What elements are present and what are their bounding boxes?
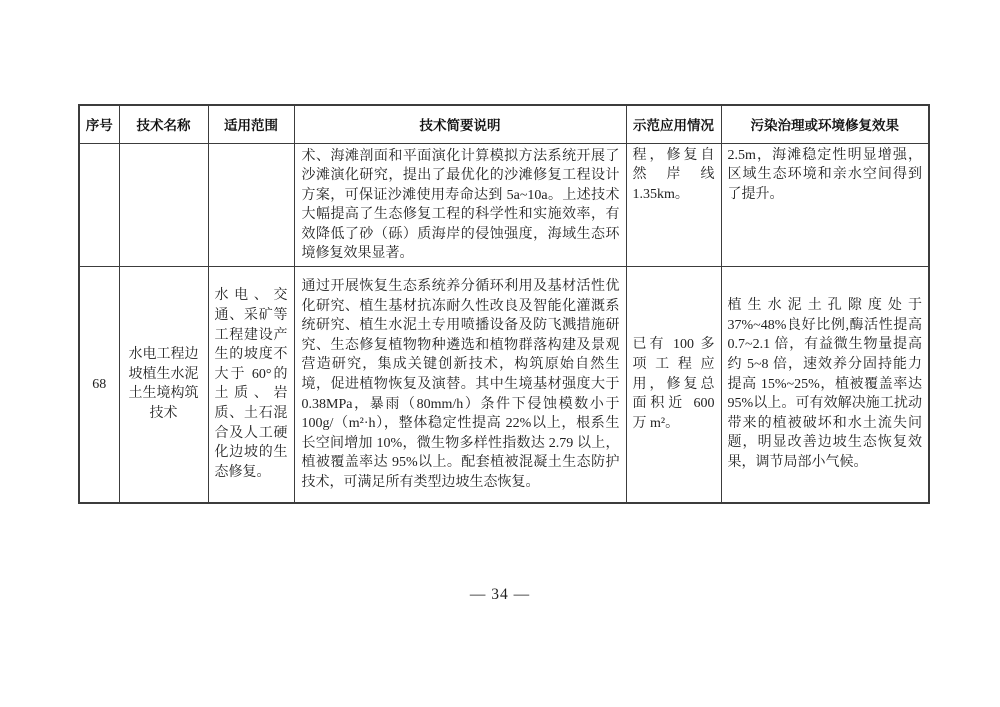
seq-cell	[79, 143, 119, 267]
application-cell: 已有 100 多项工程应用，修复总面积近 600 万 m²。	[626, 267, 721, 503]
scope-cell: 水电、交通、采矿等工程建设产生的坡度不大于 60°的土质、岩质、土石混合及人工硬化边坡的生态修复。	[208, 267, 294, 503]
header-application: 示范应用情况	[626, 105, 721, 143]
tech-name-cell	[119, 143, 208, 267]
application-cell: 程，修复自然岸线 1.35km。	[626, 143, 721, 267]
effect-cell: 2.5m，海滩稳定性明显增强，区域生态环境和亲水空间得到了提升。	[721, 143, 929, 267]
header-scope: 适用范围	[208, 105, 294, 143]
header-tech-name: 技术名称	[119, 105, 208, 143]
tech-name-cell: 水电工程边坡植生水泥土生境构筑技术	[119, 267, 208, 503]
page-number: — 34 —	[469, 586, 531, 603]
header-seq: 序号	[79, 105, 119, 143]
header-description: 技术简要说明	[294, 105, 626, 143]
description-cell: 通过开展恢复生态系统养分循环利用及基材活性优化研究、植生基材抗冻耐久性改良及智能化灌溉系统研究、植生水泥土专用喷播设备及防飞溅措施研究、生态修复植物物种遴选和植物群落构建及景观营造研究，集成关键创新技术，构筑原始自然生境，促进植物恢复及演替。其中生境基材强度大于 0.38MPa，暴雨（80mm/h）条件下侵蚀模数小于 100g/（m²·h），整体稳定性提高 22%以上，根系生长空间增加 10%，微生物多样性指数达 2.79 以上，植被覆盖率达 95%以上。配套植被混凝土生态防护技术，可满足所有类型边坡生态恢复。	[294, 267, 626, 503]
effect-cell: 植生水泥土孔隙度处于 37%~48%良好比例,酶活性提高 0.7~2.1 倍，有益微生物量提高约 5~8 倍，速效养分固持能力提高 15%~25%，植被覆盖率达 95%以上。可有效解决施工扰动带来的植被破坏和水土流失问题，明显改善边坡生态恢复效果，调节局部小气候。	[721, 267, 929, 503]
scope-cell	[208, 143, 294, 267]
table-row-68	[79, 267, 929, 503]
header-effect: 污染治理或环境修复效果	[721, 105, 929, 143]
table-row-continued	[79, 143, 929, 267]
technology-table	[78, 104, 930, 504]
seq-cell: 68	[79, 267, 119, 503]
table-header-row	[79, 105, 929, 143]
description-cell: 术、海滩剖面和平面演化计算模拟方法系统开展了沙滩演化研究，提出了最优化的沙滩修复工程设计方案，可保证沙滩使用寿命达到 5a~10a。上述技术大幅提高了生态修复工程的科学性和实施效率，有效降低了砂（砾）质海岸的侵蚀强度，海域生态环境修复效果显著。	[294, 143, 626, 267]
